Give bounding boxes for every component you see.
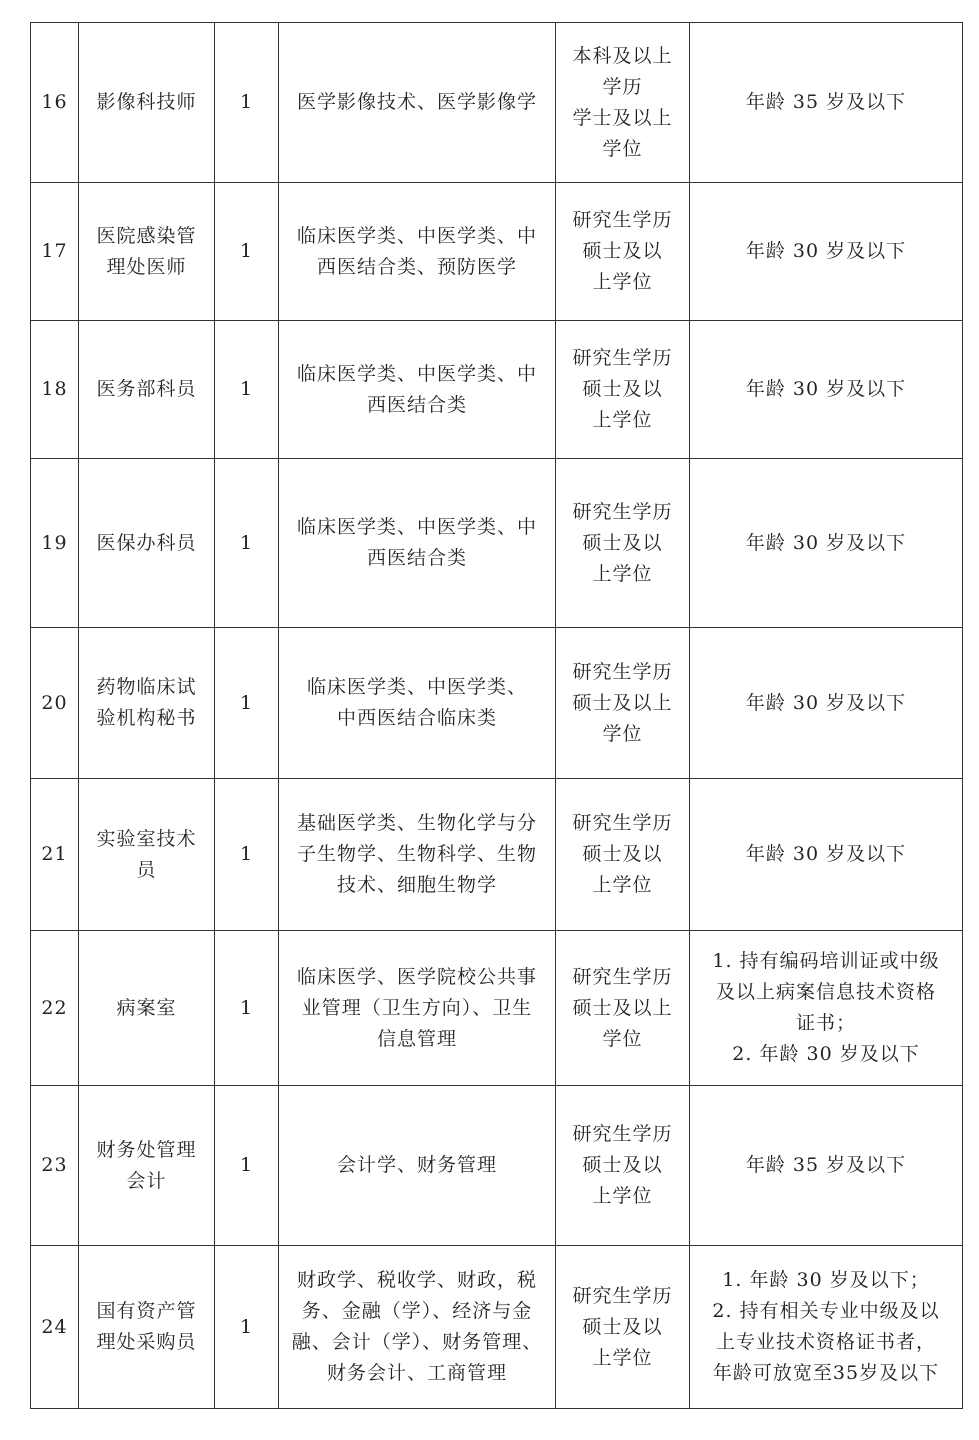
education-requirement: 研究生学历 硕士及以 上学位 xyxy=(556,1086,690,1246)
major-requirement: 临床医学、医学院校公共事 业管理（卫生方向）、卫生 信息管理 xyxy=(279,931,556,1086)
education-requirement: 研究生学历 硕士及以 上学位 xyxy=(556,183,690,321)
other-requirement: 1. 持有编码培训证或中级 及以上病案信息技术资格 证书； 2. 年龄 30 岁及以下 xyxy=(690,931,963,1086)
table-row xyxy=(31,628,963,779)
major-requirement: 临床医学类、中医学类、中 西医结合类 xyxy=(279,321,556,459)
row-number: 20 xyxy=(31,628,79,779)
education-requirement: 研究生学历 硕士及以上 学位 xyxy=(556,628,690,779)
position-name: 实验室技术 员 xyxy=(79,779,215,931)
row-number: 23 xyxy=(31,1086,79,1246)
major-requirement: 财政学、税收学、财政，税 务、金融（学）、经济与金 融、会计（学）、财务管理、 财务会计、工商管理 xyxy=(279,1246,556,1409)
table-row xyxy=(31,321,963,459)
other-requirement: 年龄 30 岁及以下 xyxy=(690,459,963,628)
row-number: 16 xyxy=(31,23,79,183)
position-name: 国有资产管 理处采购员 xyxy=(79,1246,215,1409)
hire-count: 1 xyxy=(215,628,279,779)
recruitment-table xyxy=(30,22,963,1409)
major-requirement: 医学影像技术、医学影像学 xyxy=(279,23,556,183)
table-row xyxy=(31,1086,963,1246)
education-requirement: 研究生学历 硕士及以 上学位 xyxy=(556,779,690,931)
position-name: 财务处管理 会计 xyxy=(79,1086,215,1246)
major-requirement: 临床医学类、中医学类、中 西医结合类、预防医学 xyxy=(279,183,556,321)
hire-count: 1 xyxy=(215,1086,279,1246)
position-name: 药物临床试 验机构秘书 xyxy=(79,628,215,779)
major-requirement: 临床医学类、中医学类、中 西医结合类 xyxy=(279,459,556,628)
table-row xyxy=(31,1246,963,1409)
hire-count: 1 xyxy=(215,931,279,1086)
row-number: 21 xyxy=(31,779,79,931)
hire-count: 1 xyxy=(215,183,279,321)
hire-count: 1 xyxy=(215,779,279,931)
position-name: 医保办科员 xyxy=(79,459,215,628)
other-requirement: 年龄 30 岁及以下 xyxy=(690,321,963,459)
row-number: 24 xyxy=(31,1246,79,1409)
table-row xyxy=(31,459,963,628)
table-row xyxy=(31,23,963,183)
position-name: 医院感染管 理处医师 xyxy=(79,183,215,321)
hire-count: 1 xyxy=(215,459,279,628)
row-number: 22 xyxy=(31,931,79,1086)
other-requirement: 年龄 30 岁及以下 xyxy=(690,628,963,779)
other-requirement: 1. 年龄 30 岁及以下； 2. 持有相关专业中级及以 上专业技术资格证书者， 年龄可放宽至35岁及以下 xyxy=(690,1246,963,1409)
position-name: 病案室 xyxy=(79,931,215,1086)
other-requirement: 年龄 30 岁及以下 xyxy=(690,779,963,931)
row-number: 19 xyxy=(31,459,79,628)
table-row xyxy=(31,779,963,931)
position-name: 影像科技师 xyxy=(79,23,215,183)
education-requirement: 研究生学历 硕士及以上 学位 xyxy=(556,931,690,1086)
major-requirement: 临床医学类、中医学类、 中西医结合临床类 xyxy=(279,628,556,779)
table-row xyxy=(31,183,963,321)
other-requirement: 年龄 35 岁及以下 xyxy=(690,23,963,183)
education-requirement: 本科及以上 学历 学士及以上 学位 xyxy=(556,23,690,183)
hire-count: 1 xyxy=(215,321,279,459)
row-number: 17 xyxy=(31,183,79,321)
education-requirement: 研究生学历 硕士及以 上学位 xyxy=(556,1246,690,1409)
other-requirement: 年龄 35 岁及以下 xyxy=(690,1086,963,1246)
major-requirement: 基础医学类、生物化学与分 子生物学、生物科学、生物 技术、细胞生物学 xyxy=(279,779,556,931)
other-requirement: 年龄 30 岁及以下 xyxy=(690,183,963,321)
hire-count: 1 xyxy=(215,23,279,183)
position-name: 医务部科员 xyxy=(79,321,215,459)
major-requirement: 会计学、财务管理 xyxy=(279,1086,556,1246)
table-row xyxy=(31,931,963,1086)
education-requirement: 研究生学历 硕士及以 上学位 xyxy=(556,321,690,459)
education-requirement: 研究生学历 硕士及以 上学位 xyxy=(556,459,690,628)
row-number: 18 xyxy=(31,321,79,459)
hire-count: 1 xyxy=(215,1246,279,1409)
